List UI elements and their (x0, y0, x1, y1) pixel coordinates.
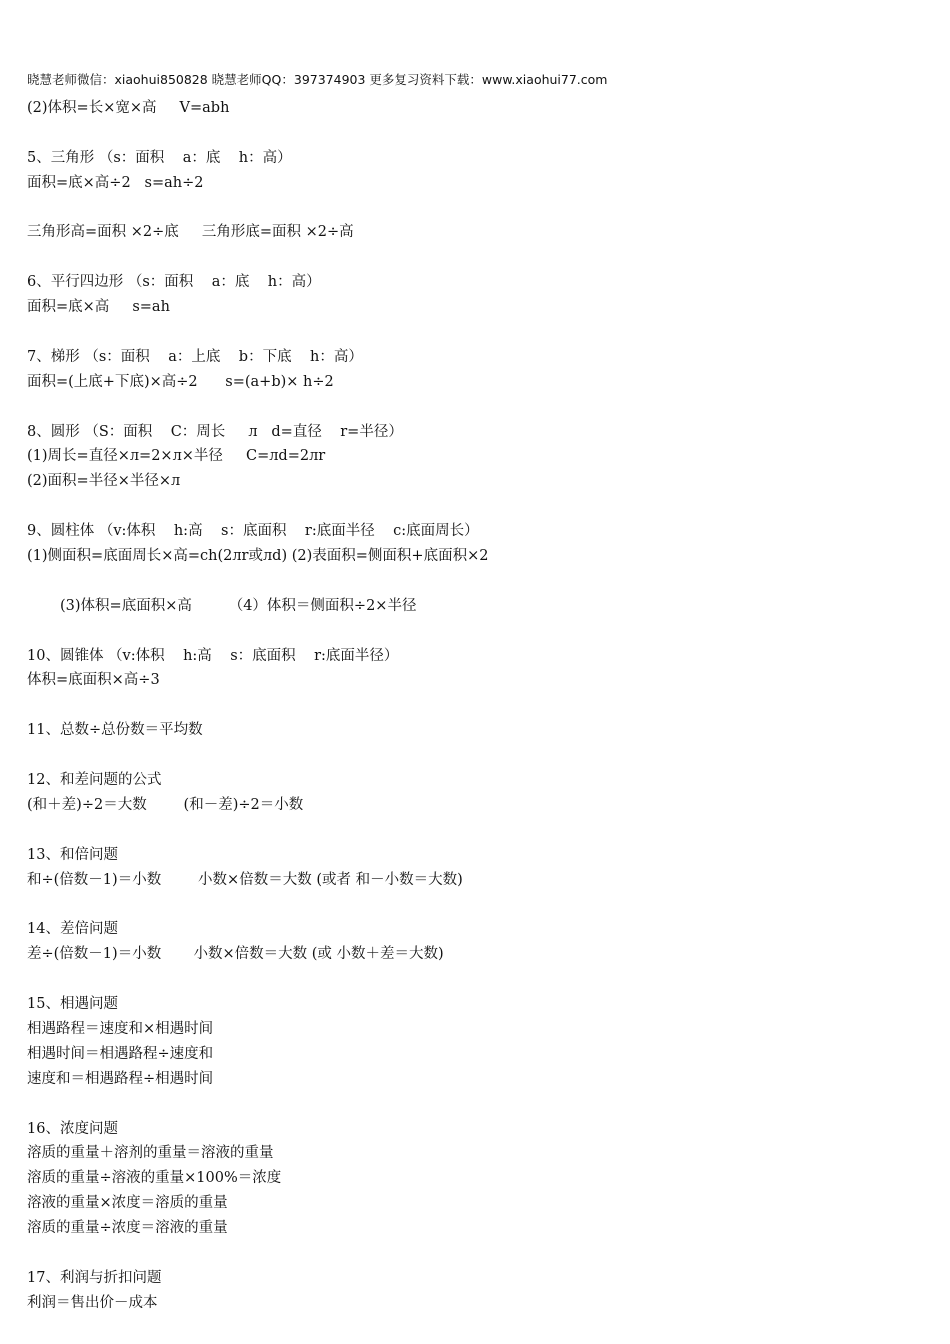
text-line: 相遇路程＝速度和×相遇时间 (27, 1020, 214, 1037)
text-line: 三角形高=面积 ×2÷底 三角形底=面积 ×2÷高 (27, 224, 354, 241)
blank-line (27, 395, 927, 420)
text-line: 利润＝售出价－成本 (27, 1294, 158, 1311)
blank-line (27, 320, 927, 345)
text-line: 差÷(倍数－1)＝小数 小数×倍数＝大数 (或 小数＋差＝大数) (27, 946, 444, 963)
text-line: 面积=底×高÷2 s=ah÷2 (27, 174, 204, 191)
section-heading: 16、浓度问题 (27, 1120, 118, 1137)
section-heading: 5、三角形 （s：面积 a：底 h：高） (27, 149, 292, 166)
blank-line (27, 619, 927, 644)
text-line: 和÷(倍数－1)＝小数 小数×倍数＝大数 (或者 和－小数＝大数) (27, 871, 463, 888)
blank-line (27, 494, 927, 519)
blank-line (27, 569, 927, 594)
section-heading: 11、总数÷总份数＝平均数 (27, 722, 203, 739)
blank-line (27, 1092, 927, 1117)
blank-line (27, 1241, 927, 1266)
section-heading: 14、差倍问题 (27, 921, 118, 938)
section-heading: 15、相遇问题 (27, 996, 118, 1013)
section-heading: 7、梯形 （s：面积 a：上底 b：下底 h：高） (27, 348, 363, 365)
section-heading: 10、圆锥体 （v:体积 h:高 s：底面积 r:底面半径） (27, 647, 399, 664)
blank-line (27, 967, 927, 992)
blank-line (27, 121, 927, 146)
blank-line (27, 245, 927, 270)
text-line: 面积=(上底+下底)×高÷2 s=(a+b)× h÷2 (27, 373, 334, 390)
blank-line (27, 743, 927, 768)
section-heading: 13、和倍问题 (27, 846, 118, 863)
formula-content (27, 96, 927, 1316)
text-line: (1)周长=直径×л=2×л×半径 C=лd=2лr (27, 448, 326, 465)
text-line: (2)面积=半径×半径×л (27, 473, 181, 490)
text-line: 相遇时间＝相遇路程÷速度和 (27, 1045, 214, 1062)
blank-line (27, 893, 927, 918)
text-line: (2)体积=长×宽×高 V=abh (27, 100, 230, 116)
text-line: 溶质的重量÷浓度＝溶液的重量 (27, 1220, 228, 1237)
text-line: 速度和＝相遇路程÷相遇时间 (27, 1070, 214, 1087)
text-line: 面积=底×高 s=ah (27, 299, 170, 316)
section-heading: 12、和差问题的公式 (27, 772, 162, 789)
header-contact-line: 晓慧老师微信：xiaohui850828 晓慧老师QQ：397374903 更多复习资料下载：www.xiaohui77.com (27, 72, 608, 87)
text-line: (和＋差)÷2＝大数 (和－差)÷2＝小数 (27, 796, 304, 813)
text-line: 溶液的重量×浓度＝溶质的重量 (27, 1195, 228, 1212)
text-line: 溶质的重量＋溶剂的重量＝溶液的重量 (27, 1145, 274, 1162)
blank-line (27, 693, 927, 718)
blank-line (27, 196, 927, 221)
section-heading: 8、圆形 （S：面积 C：周长 л d=直径 r=半径） (27, 423, 403, 440)
blank-line (27, 818, 927, 843)
section-heading: 9、圆柱体 （v:体积 h:高 s：底面积 r:底面半径 c:底面周长） (27, 523, 479, 540)
text-line: (1)侧面积=底面周长×高=ch(2лr或лd) (2)表面积=侧面积+底面积×2 (27, 548, 489, 565)
section-heading: 17、利润与折扣问题 (27, 1269, 162, 1286)
text-line: (3)体积=底面积×高 （4）体积＝侧面积÷2×半径 (60, 597, 417, 614)
text-line: 溶质的重量÷溶液的重量×100%＝浓度 (27, 1170, 282, 1187)
section-heading: 6、平行四边形 （s：面积 a：底 h：高） (27, 274, 321, 291)
text-line: 体积=底面积×高÷3 (27, 672, 160, 689)
